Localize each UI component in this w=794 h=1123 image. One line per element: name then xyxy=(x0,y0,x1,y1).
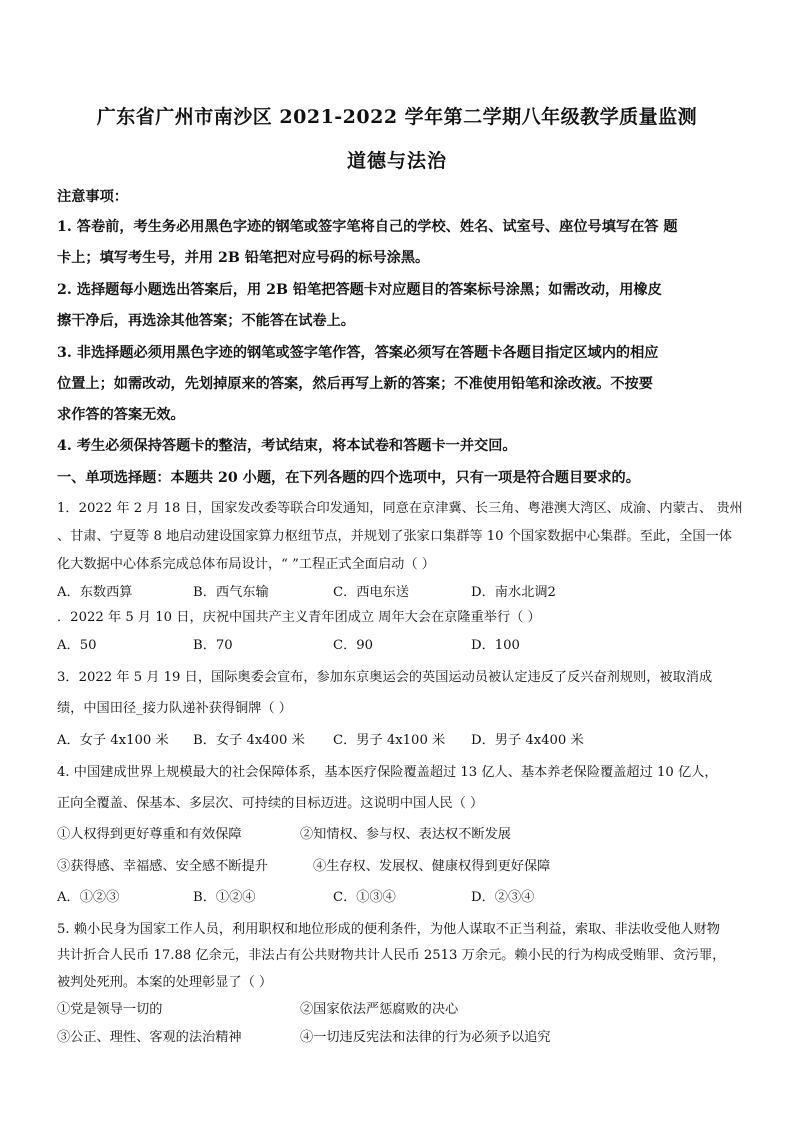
question-4-option-d[interactable]: D．②③④ xyxy=(471,890,535,905)
exam-subject: 道德与法治 xyxy=(346,150,447,172)
notes-line: 1. 答卷前，考生务必用黑色字迹的钢笔或签字笔将自己的学校、姓名、试室号、座位号填写在答 题 xyxy=(57,219,678,235)
question-2-option-d[interactable]: D．100 xyxy=(471,638,520,653)
question-3-text: 3．2022 年 5 月 19 日，国际奥委会宣布，参加东京奥运会的英国运动员被认定违反了反兴奋剂规则，被取消成 xyxy=(57,670,713,685)
notes-line: 卡上；填写考生号，并用 2B 铅笔把对应号码的标号涂黑。 xyxy=(57,250,430,266)
question-1-option-d[interactable]: D．南水北调2 xyxy=(471,585,556,600)
question-4-option-b[interactable]: B．①②④ xyxy=(193,890,256,905)
notes-line: 求作答的答案无效。 xyxy=(57,407,185,423)
notes-line: 擦干净后，再选涂其他答案；不能答在试卷上。 xyxy=(57,313,355,329)
question-5-text: 5. 赖小民身为国家工作人员，利用职权和地位形成的便利条件，为他人谋取不正当利益，索取、非法收受他人财物 xyxy=(57,922,720,937)
question-5-statement-4: ④一切违反宪法和法律的行为必须予以追究 xyxy=(300,1030,551,1045)
question-5-statement-1: ①党是领导一切的 xyxy=(57,1002,163,1017)
question-4-statement-3: ③获得感、幸福感、安全感不断提升 xyxy=(57,859,268,874)
notes-heading: 注意事项： xyxy=(57,189,128,205)
question-4-option-c[interactable]: C．①③④ xyxy=(333,890,396,905)
question-3-option-c[interactable]: C．男子 4x100 米 xyxy=(333,733,446,748)
question-5-statement-3: ③公正、理性、客观的法治精神 xyxy=(57,1030,242,1045)
question-3-option-a[interactable]: A．女子 4x100 米 xyxy=(57,733,169,748)
question-3-option-d[interactable]: D．男子 4x400 米 xyxy=(471,733,584,748)
question-4-statement-4: ④生存权、发展权、健康权得到更好保障 xyxy=(313,859,551,874)
question-4-text: 4. 中国建成世界上规模最大的社会保障体系，基本医疗保险覆盖超过 13 亿人、基本养老保险覆盖超过 10 亿人， xyxy=(57,765,718,780)
question-4-statement-2: ②知情权、参与权、表达权不断发展 xyxy=(300,827,511,842)
question-5-text: 共计折合人民币 17.88 亿余元，非法占有公共财物共计人民币 2513 万余元。赖小民的行为构成受贿罪、贪污罪， xyxy=(57,948,726,963)
notes-line: 3. 非选择题必须用黑色字迹的钢笔或签字笔作答，答案必须写在答题卡各题目指定区域内的相应 xyxy=(57,345,659,361)
question-3-text: 绩，中国田径_接力队递补获得铜牌（ ） xyxy=(57,701,292,716)
question-1-option-b[interactable]: B．西气东输 xyxy=(193,585,269,600)
question-1-option-c[interactable]: C．西电东送 xyxy=(333,585,410,600)
question-5-statement-2: ②国家依法严惩腐败的决心 xyxy=(300,1002,459,1017)
notes-line: 位置上；如需改动，先划掉原来的答案，然后再写上新的答案；不准使用铅笔和涂改液。不按要 xyxy=(57,376,653,392)
exam-title: 广东省广州市南沙区 2021-2022 学年第二学期八年级教学质量监测 xyxy=(96,106,698,128)
question-1-text: 1．2022 年 2 月 18 日，国家发改委等联合印发通知，同意在京津冀、长三角、粤港澳大湾区、成渝、内蒙古、 贵州 xyxy=(57,501,743,516)
question-4-statement-1: ①人权得到更好尊重和有效保障 xyxy=(57,827,242,842)
question-5-text: 被判处死刑。本案的处理彰显了（ ） xyxy=(57,975,273,990)
question-4-text: 正向全覆盖、保基本、多层次、可持续的目标迈进。这说明中国人民（ ） xyxy=(57,796,484,811)
question-2-option-a[interactable]: A．50 xyxy=(57,638,97,653)
question-2-option-b[interactable]: B．70 xyxy=(193,638,233,653)
question-2-text: ．2022 年 5 月 10 日，庆祝中国共产主义青年团成立 周年大会在京隆重举行（ ） xyxy=(57,610,541,625)
question-1-option-a[interactable]: A．东数西算 xyxy=(57,585,133,600)
question-2-option-c[interactable]: C．90 xyxy=(333,638,374,653)
question-3-option-b[interactable]: B．女子 4x400 米 xyxy=(193,733,305,748)
question-1-text: 化大数据中心体系完成总体布局设计，“ ”工程正式全面启动（ ） xyxy=(57,557,435,572)
section-heading: 一、单项选择题：本题共 20 小题，在下列各题的四个选项中，只有一项是符合题目要求的。 xyxy=(57,470,640,486)
notes-line: 2. 选择题每小题选出答案后，用 2B 铅笔把答题卡对应题目的答案标号涂黑；如需改动，用橡皮 xyxy=(57,282,662,298)
question-1-text: 、甘肃、宁夏等 8 地启动建设国家算力枢纽节点，并规划了张家口集群等 10 个国家数据中心集群。至此，全国一体 xyxy=(57,529,732,544)
question-4-option-a[interactable]: A．①②③ xyxy=(57,890,120,905)
notes-line: 4. 考生必须保持答题卡的整洁，考试结束，将本试卷和答题卡一并交回。 xyxy=(57,438,517,454)
